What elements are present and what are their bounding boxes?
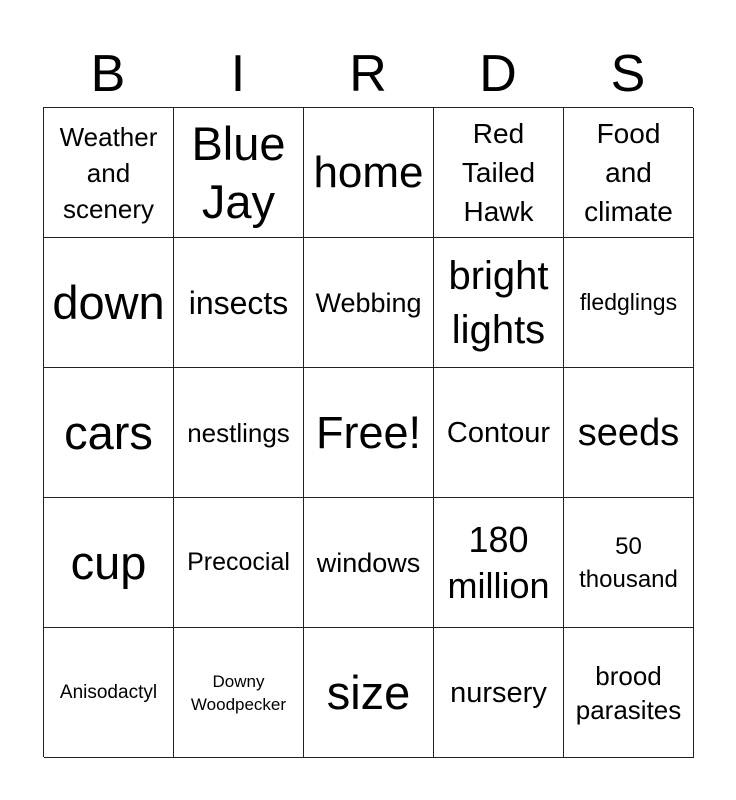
bingo-cell[interactable] bbox=[174, 108, 304, 238]
cell-label: seeds bbox=[577, 411, 680, 454]
header-letter-s: S bbox=[610, 45, 646, 103]
bingo-cell[interactable] bbox=[434, 498, 564, 628]
cell-label: brood parasites bbox=[575, 660, 682, 725]
bingo-cell[interactable] bbox=[434, 368, 564, 498]
bingo-cell[interactable] bbox=[174, 368, 304, 498]
header-letter-d: D bbox=[479, 45, 517, 103]
bingo-cell[interactable] bbox=[304, 238, 434, 368]
bingo-cell[interactable] bbox=[434, 628, 564, 758]
cell-label: 50 thousand bbox=[579, 532, 678, 593]
bingo-cell[interactable] bbox=[564, 238, 694, 368]
bingo-cell[interactable] bbox=[44, 368, 174, 498]
cell-label: home bbox=[313, 147, 424, 197]
bingo-cell[interactable] bbox=[304, 498, 434, 628]
bingo-cell[interactable] bbox=[304, 108, 434, 238]
cell-label: 180 million bbox=[447, 518, 550, 606]
cell-label: Precocial bbox=[187, 548, 290, 576]
bingo-cell[interactable] bbox=[434, 238, 564, 368]
cell-label: size bbox=[326, 665, 411, 719]
bingo-cell[interactable] bbox=[304, 368, 434, 498]
cell-label: nestlings bbox=[187, 417, 290, 448]
bingo-cell[interactable] bbox=[174, 238, 304, 368]
cell-label: Anisodactyl bbox=[59, 681, 158, 703]
bingo-cell[interactable] bbox=[44, 628, 174, 758]
cell-label: cars bbox=[64, 405, 153, 459]
bingo-cell[interactable] bbox=[304, 628, 434, 758]
cell-label: Free! bbox=[315, 406, 422, 458]
bingo-header bbox=[43, 40, 693, 108]
cell-label: Webbing bbox=[315, 287, 422, 318]
cell-label: Blue Jay bbox=[191, 116, 286, 228]
bingo-cell[interactable] bbox=[44, 108, 174, 238]
cell-label: insects bbox=[188, 284, 289, 321]
cell-label: Food and climate bbox=[584, 118, 673, 227]
bingo-cell[interactable] bbox=[174, 498, 304, 628]
cell-label: Contour bbox=[446, 416, 551, 449]
bingo-card bbox=[43, 107, 693, 757]
cell-label: Red Tailed Hawk bbox=[461, 118, 536, 227]
cell-label: fledglings bbox=[579, 289, 678, 315]
cell-label: Weather and scenery bbox=[59, 121, 158, 224]
bingo-cell[interactable] bbox=[564, 628, 694, 758]
cell-label: nursery bbox=[450, 676, 547, 709]
cell-label: down bbox=[52, 275, 165, 329]
header-letter-r: R bbox=[349, 45, 387, 103]
header-letter-i: I bbox=[230, 45, 246, 103]
bingo-cell[interactable] bbox=[44, 498, 174, 628]
bingo-cell[interactable] bbox=[564, 108, 694, 238]
bingo-cell[interactable] bbox=[174, 628, 304, 758]
header-letter-b: B bbox=[90, 45, 126, 103]
bingo-cell[interactable] bbox=[44, 238, 174, 368]
cell-label: windows bbox=[316, 547, 421, 578]
bingo-cell[interactable] bbox=[434, 108, 564, 238]
cell-label: Downy Woodpecker bbox=[190, 671, 287, 714]
bingo-cell[interactable] bbox=[564, 498, 694, 628]
bingo-cell[interactable] bbox=[564, 368, 694, 498]
cell-label: bright lights bbox=[448, 253, 549, 352]
cell-label: cup bbox=[70, 535, 147, 589]
